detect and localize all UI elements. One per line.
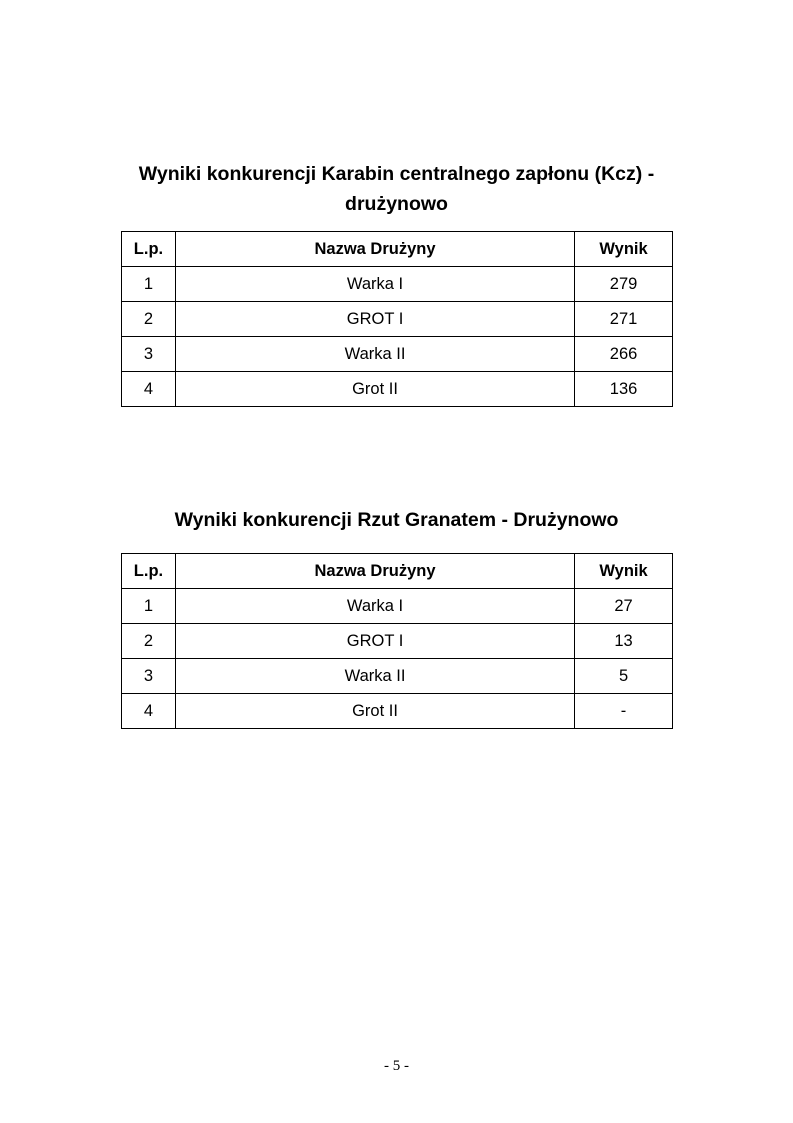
column-header-team-name: Nazwa Drużyny — [175, 232, 574, 267]
cell-lp: 1 — [122, 589, 176, 624]
table-row — [122, 267, 673, 302]
cell-team-name: Warka I — [175, 589, 574, 624]
results-table-kcz — [121, 231, 673, 407]
table-row — [122, 337, 673, 372]
table-header-row — [122, 554, 673, 589]
section-title-grenade — [100, 505, 693, 535]
column-header-result: Wynik — [575, 554, 673, 589]
column-header-lp: L.p. — [122, 554, 176, 589]
table-row — [122, 659, 673, 694]
cell-result: 27 — [575, 589, 673, 624]
cell-team-name: Grot II — [175, 694, 574, 729]
column-header-result: Wynik — [575, 232, 673, 267]
cell-result: 279 — [575, 267, 673, 302]
cell-team-name: GROT I — [175, 624, 574, 659]
cell-lp: 2 — [122, 302, 176, 337]
cell-team-name: Warka I — [175, 267, 574, 302]
results-table-grenade — [121, 553, 673, 729]
cell-lp: 3 — [122, 337, 176, 372]
cell-lp: 4 — [122, 372, 176, 407]
section-title-kcz — [100, 159, 693, 219]
cell-team-name: Grot II — [175, 372, 574, 407]
cell-result: - — [575, 694, 673, 729]
section-title-line: Wyniki konkurencji Rzut Granatem - Drużynowo — [174, 509, 619, 531]
table-row — [122, 372, 673, 407]
section-title-line: Wyniki konkurencji Karabin centralnego zapłonu (Kcz) - — [138, 163, 655, 185]
table-row — [122, 624, 673, 659]
column-header-team-name: Nazwa Drużyny — [175, 554, 574, 589]
cell-result: 136 — [575, 372, 673, 407]
table-row — [122, 589, 673, 624]
cell-team-name: Warka II — [175, 659, 574, 694]
cell-result: 271 — [575, 302, 673, 337]
cell-lp: 1 — [122, 267, 176, 302]
cell-result: 5 — [575, 659, 673, 694]
section-title-line: drużynowo — [345, 193, 448, 215]
cell-lp: 3 — [122, 659, 176, 694]
cell-team-name: Warka II — [175, 337, 574, 372]
cell-result: 266 — [575, 337, 673, 372]
table-row — [122, 302, 673, 337]
table-header-row — [122, 232, 673, 267]
cell-team-name: GROT I — [175, 302, 574, 337]
cell-result: 13 — [575, 624, 673, 659]
cell-lp: 4 — [122, 694, 176, 729]
cell-lp: 2 — [122, 624, 176, 659]
page-number: - 5 - — [384, 1058, 409, 1074]
table-row — [122, 694, 673, 729]
column-header-lp: L.p. — [122, 232, 176, 267]
